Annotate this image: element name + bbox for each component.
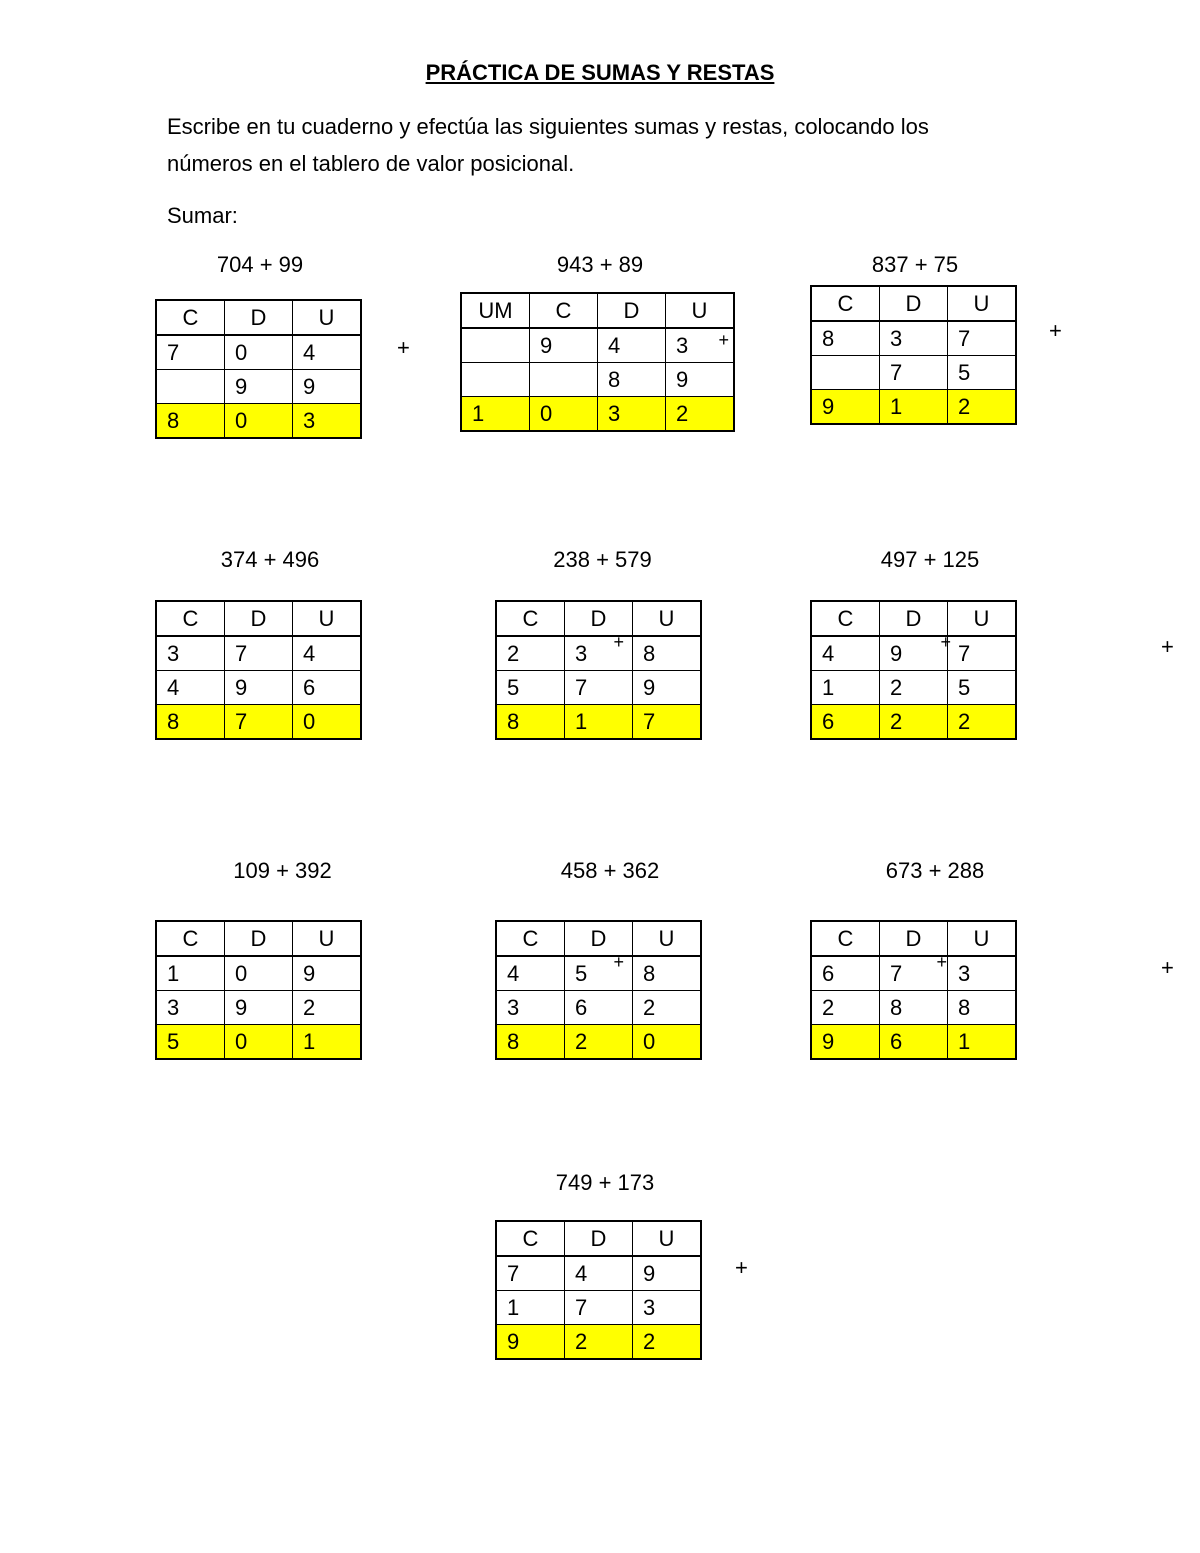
digit-cell [530, 363, 598, 397]
header-cell: D [565, 601, 633, 636]
digit-cell: 7 [948, 636, 1017, 671]
digit-cell: 8 [948, 991, 1017, 1025]
exercise-heading: 238 + 579 [553, 547, 652, 572]
plus-sign: + [1049, 318, 1062, 343]
place-value-table [460, 292, 735, 432]
result-cell: 1 [565, 705, 633, 740]
digit-cell: 4 [156, 671, 225, 705]
header-cell: D [598, 293, 666, 328]
result-cell: 2 [633, 1325, 702, 1360]
digit-cell [156, 370, 225, 404]
digit-cell: 8 [880, 991, 948, 1025]
place-value-table [810, 285, 1017, 425]
header-cell: U [666, 293, 735, 328]
digit-cell: 3 [948, 956, 1017, 991]
result-cell: 7 [633, 705, 702, 740]
digit-cell [461, 328, 530, 363]
exercise-heading: 749 + 173 [555, 1170, 655, 1195]
carry-mark: + [613, 632, 624, 652]
digit-cell: 5 [496, 671, 565, 705]
header-cell: C [156, 300, 225, 335]
exercise-heading: 458 + 362 [560, 858, 660, 883]
result-cell: 9 [496, 1325, 565, 1360]
result-cell: 9 [811, 390, 880, 425]
header-cell: C [496, 1221, 565, 1256]
result-cell: 2 [948, 705, 1017, 740]
result-cell: 8 [156, 404, 225, 439]
place-value-table [155, 600, 362, 740]
exercise-heading: 497 + 125 [880, 547, 980, 572]
digit-cell: 6 [293, 671, 362, 705]
digit-cell [565, 952, 633, 991]
result-cell: 8 [156, 705, 225, 740]
result-cell: 2 [565, 1325, 633, 1360]
header-cell: D [565, 1221, 633, 1256]
instruction-line-2: números en el tablero de valor posicional. [167, 151, 575, 176]
header-cell: C [811, 601, 880, 636]
exercise-heading: 704 + 99 [216, 252, 304, 277]
digit-cell [880, 632, 951, 671]
plus-sign: + [1161, 955, 1174, 980]
header-cell: D [880, 286, 948, 321]
digit-cell: 9 [225, 671, 293, 705]
plus-sign: + [397, 335, 410, 360]
exercise-heading: 109 + 392 [233, 858, 332, 883]
digit-cell: 4 [293, 636, 362, 671]
digit-cell: 7 [156, 335, 225, 370]
digit-cell: 3 [633, 1291, 702, 1325]
digit-cell: 3 [156, 636, 225, 671]
digit-cell: 0 [225, 956, 293, 991]
digit-cell [811, 356, 880, 390]
header-cell: C [811, 286, 880, 321]
result-cell: 0 [633, 1025, 702, 1060]
digit-cell: 8 [633, 956, 702, 991]
result-cell: 0 [530, 397, 598, 432]
header-cell: D [225, 921, 293, 956]
digit-value: 5 [575, 961, 588, 986]
section-label: Sumar: [167, 203, 238, 228]
plus-sign: + [1161, 634, 1174, 659]
result-cell: 7 [225, 705, 293, 740]
header-cell: C [496, 601, 565, 636]
digit-cell: 2 [880, 671, 948, 705]
header-cell: D [225, 300, 293, 335]
place-value-table [155, 299, 362, 439]
digit-cell: 9 [225, 370, 293, 404]
result-cell: 2 [666, 397, 735, 432]
digit-cell: 1 [496, 1291, 565, 1325]
digit-cell: 1 [811, 671, 880, 705]
digit-cell: 3 [156, 991, 225, 1025]
digit-cell: 9 [530, 328, 598, 363]
place-value-table [495, 600, 702, 740]
digit-cell: 7 [225, 636, 293, 671]
digit-cell: 5 [948, 356, 1017, 390]
digit-cell: 8 [811, 321, 880, 356]
header-cell: U [633, 601, 702, 636]
digit-cell [461, 363, 530, 397]
header-cell: UM [461, 293, 530, 328]
header-cell: C [156, 921, 225, 956]
plus-sign: + [735, 1255, 748, 1280]
carry-mark: + [613, 952, 624, 972]
header-cell: U [948, 601, 1017, 636]
digit-cell: 9 [293, 370, 362, 404]
place-value-table [810, 600, 1017, 740]
result-cell: 2 [565, 1025, 633, 1060]
digit-cell: 3 [880, 321, 948, 356]
digit-cell: 1 [156, 956, 225, 991]
digit-value: 3 [575, 641, 588, 666]
digit-cell: 4 [565, 1256, 633, 1291]
digit-cell [565, 632, 633, 671]
digit-cell: 4 [811, 636, 880, 671]
result-cell: 2 [880, 705, 948, 740]
result-cell: 6 [811, 705, 880, 740]
digit-cell: 4 [496, 956, 565, 991]
digit-cell: 7 [948, 321, 1017, 356]
digit-cell: 2 [811, 991, 880, 1025]
header-cell: U [948, 921, 1017, 956]
digit-cell: 9 [633, 1256, 702, 1291]
digit-cell: 8 [598, 363, 666, 397]
digit-cell: 7 [565, 1291, 633, 1325]
header-cell: U [293, 921, 362, 956]
digit-value: 7 [890, 961, 903, 986]
digit-cell: 7 [496, 1256, 565, 1291]
digit-cell: 0 [225, 335, 293, 370]
result-cell: 1 [293, 1025, 362, 1060]
carry-mark: + [940, 632, 951, 652]
digit-cell: 2 [293, 991, 362, 1025]
digit-cell: 8 [633, 636, 702, 671]
header-cell: C [811, 921, 880, 956]
header-cell: D [880, 601, 948, 636]
place-value-table [495, 920, 702, 1060]
digit-cell: 9 [225, 991, 293, 1025]
header-cell: U [948, 286, 1017, 321]
digit-cell: 3 [496, 991, 565, 1025]
digit-cell: 7 [565, 671, 633, 705]
digit-cell: 6 [565, 991, 633, 1025]
result-cell: 1 [880, 390, 948, 425]
digit-cell: 2 [633, 991, 702, 1025]
result-cell: 5 [156, 1025, 225, 1060]
digit-cell [666, 328, 735, 363]
place-value-table [155, 920, 362, 1060]
digit-cell: 9 [666, 363, 735, 397]
result-cell: 0 [225, 404, 293, 439]
result-cell: 8 [496, 705, 565, 740]
digit-cell: 9 [293, 956, 362, 991]
result-cell: 1 [948, 1025, 1017, 1060]
exercise-heading: 943 + 89 [556, 252, 644, 277]
exercise-heading: 374 + 496 [220, 547, 320, 572]
digit-cell: 4 [598, 328, 666, 363]
instruction-line-1: Escribe en tu cuaderno y efectúa las siguientes sumas y restas, colocando los [167, 114, 929, 139]
header-cell: U [293, 601, 362, 636]
page-title: PRÁCTICA DE SUMAS Y RESTAS [425, 60, 775, 85]
result-cell: 3 [293, 404, 362, 439]
header-cell: C [530, 293, 598, 328]
result-cell: 0 [225, 1025, 293, 1060]
header-cell: U [633, 921, 702, 956]
place-value-table [810, 920, 1017, 1060]
result-cell: 8 [496, 1025, 565, 1060]
header-cell: D [565, 921, 633, 956]
result-cell: 3 [598, 397, 666, 432]
header-cell: C [496, 921, 565, 956]
digit-value: 9 [890, 641, 903, 666]
carry-mark: + [936, 952, 947, 972]
header-cell: U [293, 300, 362, 335]
exercise-heading: 837 + 75 [871, 252, 959, 277]
carry-mark: + [718, 330, 729, 350]
header-cell: D [880, 921, 948, 956]
digit-cell: 9 [633, 671, 702, 705]
digit-cell: 2 [496, 636, 565, 671]
digit-cell: 4 [293, 335, 362, 370]
header-cell: D [225, 601, 293, 636]
result-cell: 0 [293, 705, 362, 740]
exercise-heading: 673 + 288 [885, 858, 985, 883]
header-cell: U [633, 1221, 702, 1256]
result-cell: 9 [811, 1025, 880, 1060]
header-cell: C [156, 601, 225, 636]
digit-cell [880, 952, 948, 991]
place-value-table [495, 1220, 702, 1360]
digit-cell: 5 [948, 671, 1017, 705]
digit-cell: 7 [880, 356, 948, 390]
result-cell: 2 [948, 390, 1017, 425]
digit-cell: 6 [811, 956, 880, 991]
digit-value: 3 [676, 333, 689, 358]
result-cell: 6 [880, 1025, 948, 1060]
result-cell: 1 [461, 397, 530, 432]
